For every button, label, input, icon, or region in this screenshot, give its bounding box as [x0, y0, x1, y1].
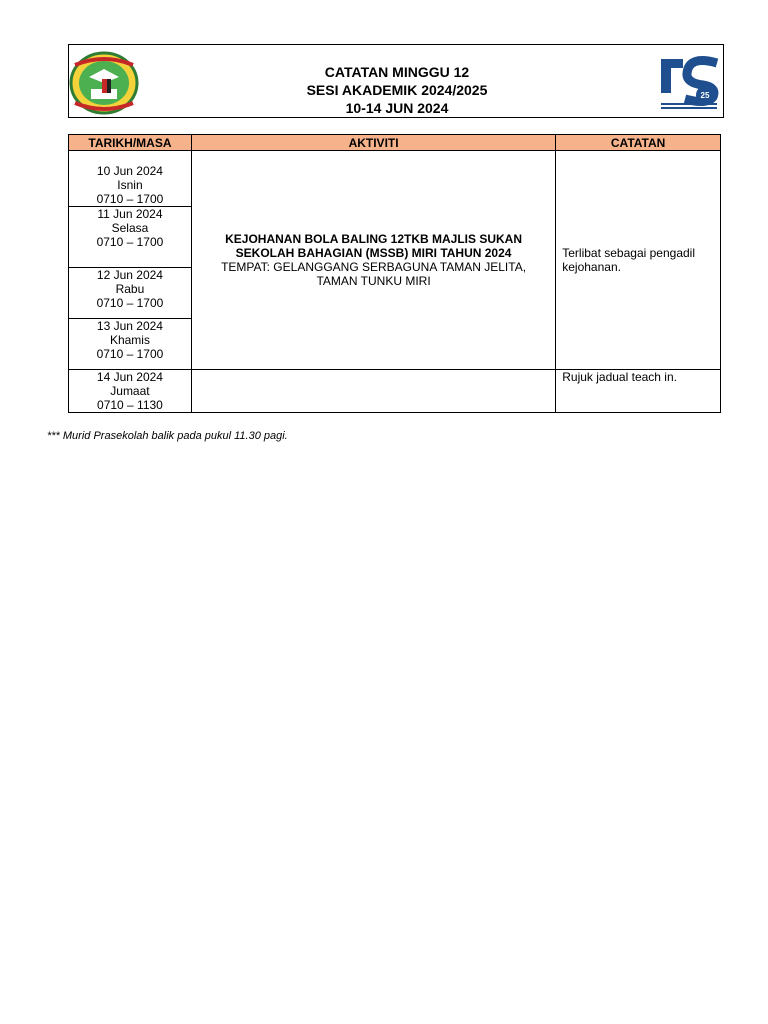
activity-cell — [191, 151, 555, 370]
table-row — [69, 151, 721, 207]
day: Isnin — [117, 178, 143, 192]
notes-text: Terlibat sebagai pengadil kejohanan. — [562, 246, 695, 274]
activity-cell-empty — [191, 370, 555, 413]
date-cell-wednesday — [69, 268, 192, 319]
date: 14 Jun 2024 — [96, 370, 163, 384]
date: 11 Jun 2024 — [97, 207, 163, 221]
ts25-logo — [659, 51, 721, 113]
header-date-time: TARIKH/MASA — [69, 135, 192, 151]
svg-text:25: 25 — [700, 91, 710, 100]
date-cell-thursday — [69, 319, 192, 370]
time: 0710 – 1130 — [97, 398, 163, 412]
day: Selasa — [111, 221, 149, 235]
header-notes: CATATAN — [556, 135, 721, 151]
date-cell-monday — [69, 151, 192, 207]
notes-text: Rujuk jadual teach in. — [562, 370, 677, 384]
date-cell-tuesday — [69, 207, 192, 268]
title-week: CATATAN MINGGU 12 — [324, 64, 470, 80]
document-header — [68, 44, 724, 118]
weekly-schedule-table — [68, 134, 721, 413]
time: 0710 – 1700 — [96, 235, 164, 249]
school-crest-logo — [69, 51, 139, 115]
day: Jumaat — [110, 384, 150, 398]
title-date-range: 10-14 JUN 2024 — [345, 100, 449, 116]
table-header-row — [69, 135, 721, 151]
date-cell-friday — [69, 370, 192, 413]
table-row — [69, 370, 721, 413]
day: Khamis — [109, 333, 150, 347]
notes-cell — [556, 151, 721, 370]
date: 13 Jun 2024 — [96, 319, 163, 333]
day: Rabu — [115, 282, 145, 296]
date: 12 Jun 2024 — [96, 268, 163, 282]
title-session: SESI AKADEMIK 2024/2025 — [306, 82, 488, 98]
activity-venue: TEMPAT: GELANGGANG SERBAGUNA TAMAN JELITA, TAMAN TUNKU MIRI — [221, 260, 527, 288]
footnote: *** Murid Prasekolah balik pada pukul 11.30 pagi. — [47, 430, 288, 442]
time: 0710 – 1700 — [96, 296, 164, 310]
notes-cell-friday — [556, 370, 721, 413]
time: 0710 – 1700 — [96, 192, 164, 206]
time: 0710 – 1700 — [96, 347, 164, 361]
header-activity: AKTIVITI — [191, 135, 555, 151]
header-title — [189, 63, 605, 117]
date: 10 Jun 2024 — [96, 164, 163, 178]
activity-title: KEJOHANAN BOLA BALING 12TKB MAJLIS SUKAN SEKOLAH BAHAGIAN (MSSB) MIRI TAHUN 2024 — [225, 232, 523, 260]
